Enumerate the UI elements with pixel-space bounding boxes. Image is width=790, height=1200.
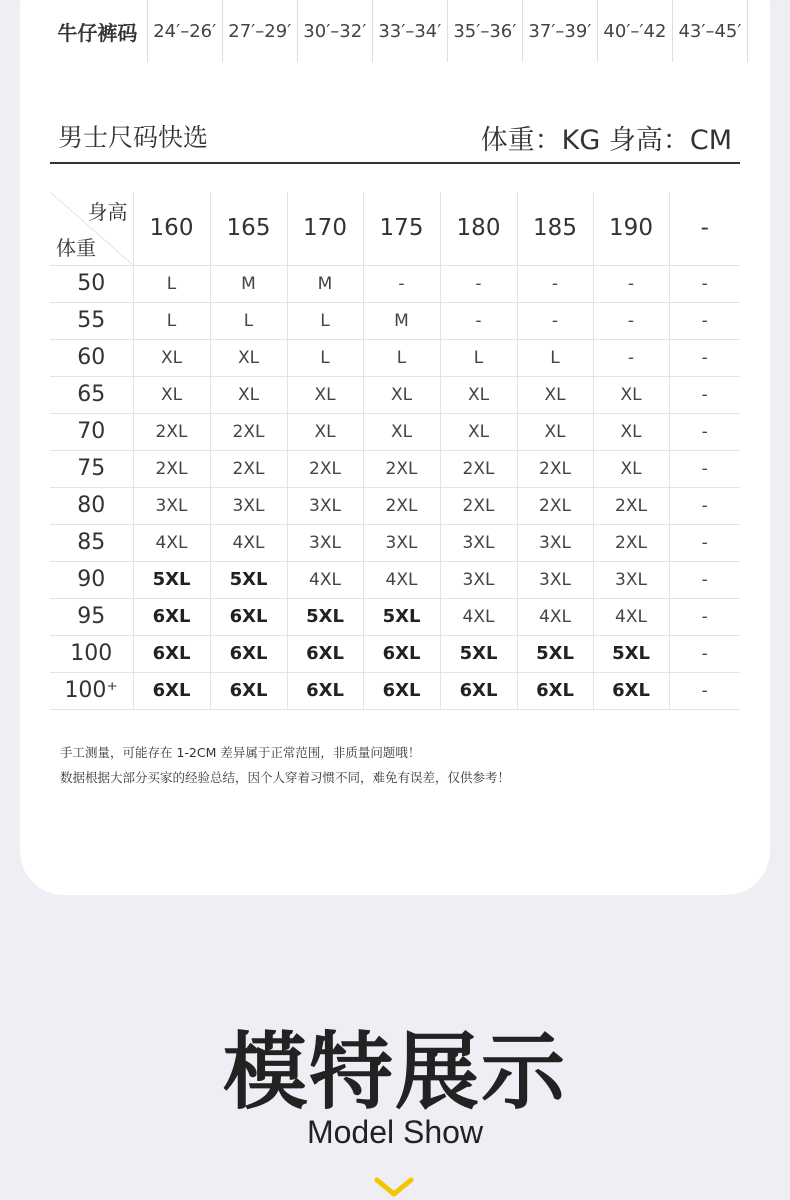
size-cell: 3XL [133,487,210,524]
size-table-body [50,265,740,709]
size-cell: 2XL [517,487,593,524]
size-cell: - [669,635,740,672]
chevron-down-icon [374,1176,414,1198]
jeans-size-cell: 37′–39′ [522,0,597,62]
jeans-size-cell: 33′–34′ [372,0,447,62]
jeans-size-cell: 40′–′42 [597,0,672,62]
table-row [50,413,740,450]
table-row [50,672,740,709]
jeans-size-cell: 27′–29′ [222,0,297,62]
size-cell: - [669,339,740,376]
weight-cell: 55 [50,302,133,339]
size-cell: 5XL [133,561,210,598]
size-cell: - [669,376,740,413]
size-cell: 4XL [287,561,363,598]
size-cell: 4XL [210,524,287,561]
size-cell: 3XL [363,524,440,561]
size-cell: 2XL [517,450,593,487]
size-cell: 6XL [363,672,440,709]
jeans-size-cell: 30′–32′ [297,0,372,62]
table-corner-cell [50,192,133,265]
size-cell: 2XL [593,487,669,524]
note-line: 手工测量，可能存在 1-2CM 差异属于正常范围，非质量问题哦！ [60,745,421,760]
size-cell: L [440,339,517,376]
size-table [50,192,740,710]
table-row [50,598,740,635]
table-row [50,487,740,524]
size-cell: 2XL [133,450,210,487]
jeans-size-cell: 35′–36′ [447,0,522,62]
size-cell: 6XL [210,598,287,635]
size-cell: - [669,302,740,339]
size-cell: - [669,598,740,635]
section-title: 男士尺码快选 [58,123,209,152]
section-units: 体重：KG 身高：CM [480,125,732,156]
size-cell: L [287,339,363,376]
weight-cell: 60 [50,339,133,376]
table-row [50,635,740,672]
weight-cell: 100 [50,635,133,672]
size-cell: M [363,302,440,339]
height-header-cell: 175 [363,192,440,265]
size-cell: XL [517,413,593,450]
weight-cell: 50 [50,265,133,302]
jeans-size-row [48,0,748,62]
weight-cell: 95 [50,598,133,635]
size-cell: L [287,302,363,339]
size-cell: 2XL [133,413,210,450]
size-cell: 5XL [210,561,287,598]
size-cell: - [440,265,517,302]
size-cell: 4XL [517,598,593,635]
weight-cell: 100⁺ [50,672,133,709]
size-cell: - [669,265,740,302]
size-cell: 5XL [440,635,517,672]
table-row [50,302,740,339]
size-cell: 4XL [363,561,440,598]
size-cell: XL [133,376,210,413]
table-row [50,524,740,561]
table-row [50,265,740,302]
size-cell: XL [363,413,440,450]
size-cell: 5XL [287,598,363,635]
size-cell: 3XL [210,487,287,524]
height-header-cell: 165 [210,192,287,265]
height-header-cell: 185 [517,192,593,265]
size-cell: 3XL [440,561,517,598]
size-cell: - [517,302,593,339]
size-cell: - [363,265,440,302]
height-header-cell: 190 [593,192,669,265]
table-row [50,376,740,413]
size-cell: 3XL [517,561,593,598]
size-cell: L [210,302,287,339]
size-cell: - [517,265,593,302]
size-cell: 6XL [363,635,440,672]
size-cell: XL [363,376,440,413]
size-cell: M [287,265,363,302]
size-cell: - [669,524,740,561]
size-cell: XL [440,376,517,413]
weight-cell: 85 [50,524,133,561]
size-cell: XL [517,376,593,413]
size-cell: 6XL [210,635,287,672]
corner-weight-label: 体重 [56,235,96,260]
note-line: 数据根据大部分买家的经验总结，因个人穿着习惯不同，难免有误差，仅供参考！ [60,770,511,785]
size-cell: 3XL [287,487,363,524]
corner-height-label: 身高 [87,200,128,224]
size-cell: 2XL [210,413,287,450]
size-cell: 2XL [440,450,517,487]
size-cell: 6XL [593,672,669,709]
size-cell: 3XL [440,524,517,561]
weight-cell: 70 [50,413,133,450]
size-cell: 5XL [517,635,593,672]
height-header-cell: 160 [133,192,210,265]
jeans-size-cell: 24′–26′ [147,0,222,62]
table-row [50,561,740,598]
size-cell: 2XL [363,487,440,524]
size-cell: 6XL [440,672,517,709]
size-cell: 2XL [287,450,363,487]
weight-cell: 80 [50,487,133,524]
size-cell: XL [287,376,363,413]
size-cell: 2XL [593,524,669,561]
size-cell: 6XL [133,635,210,672]
weight-cell: 75 [50,450,133,487]
size-cell: XL [287,413,363,450]
size-cell: 3XL [593,561,669,598]
size-cell: 6XL [210,672,287,709]
size-cell: XL [593,450,669,487]
weight-cell: 90 [50,561,133,598]
size-cell: L [133,302,210,339]
size-cell: XL [440,413,517,450]
size-cell: L [363,339,440,376]
size-cell: 6XL [517,672,593,709]
table-row [50,339,740,376]
size-cell: 2XL [363,450,440,487]
size-cell: L [517,339,593,376]
height-header-cell: 180 [440,192,517,265]
size-cell: - [669,450,740,487]
size-cell: XL [593,376,669,413]
size-cell: 4XL [133,524,210,561]
size-cell: 3XL [517,524,593,561]
size-cell: - [593,339,669,376]
table-header-row [50,192,740,265]
size-cell: 6XL [133,598,210,635]
table-row [50,450,740,487]
section-header [50,112,740,164]
size-cell: XL [593,413,669,450]
size-cell: - [669,672,740,709]
model-show-subtitle: Model Show [306,1114,484,1150]
size-cell: 3XL [287,524,363,561]
height-header-cell: 170 [287,192,363,265]
size-cell: 5XL [363,598,440,635]
size-cell: - [669,561,740,598]
weight-cell: 65 [50,376,133,413]
size-cell: 5XL [593,635,669,672]
size-cell: XL [133,339,210,376]
size-cell: 4XL [440,598,517,635]
measurement-notes [60,740,510,790]
size-cell: 4XL [593,598,669,635]
size-cell: 6XL [287,672,363,709]
height-header-cell: - [669,192,740,265]
size-cell: XL [210,376,287,413]
jeans-label: 牛仔裤码 [57,20,138,45]
size-cell: 2XL [440,487,517,524]
size-cell: 6XL [287,635,363,672]
size-cell: 6XL [133,672,210,709]
size-cell: - [440,302,517,339]
model-show-title: 模特展示 [222,1023,567,1121]
size-cell: 2XL [210,450,287,487]
size-cell: - [669,413,740,450]
size-cell: - [593,265,669,302]
size-cell: XL [210,339,287,376]
jeans-size-cell: 43′–45′ [672,0,748,62]
size-cell: - [593,302,669,339]
size-cell: - [669,487,740,524]
size-cell: M [210,265,287,302]
size-cell: L [133,265,210,302]
